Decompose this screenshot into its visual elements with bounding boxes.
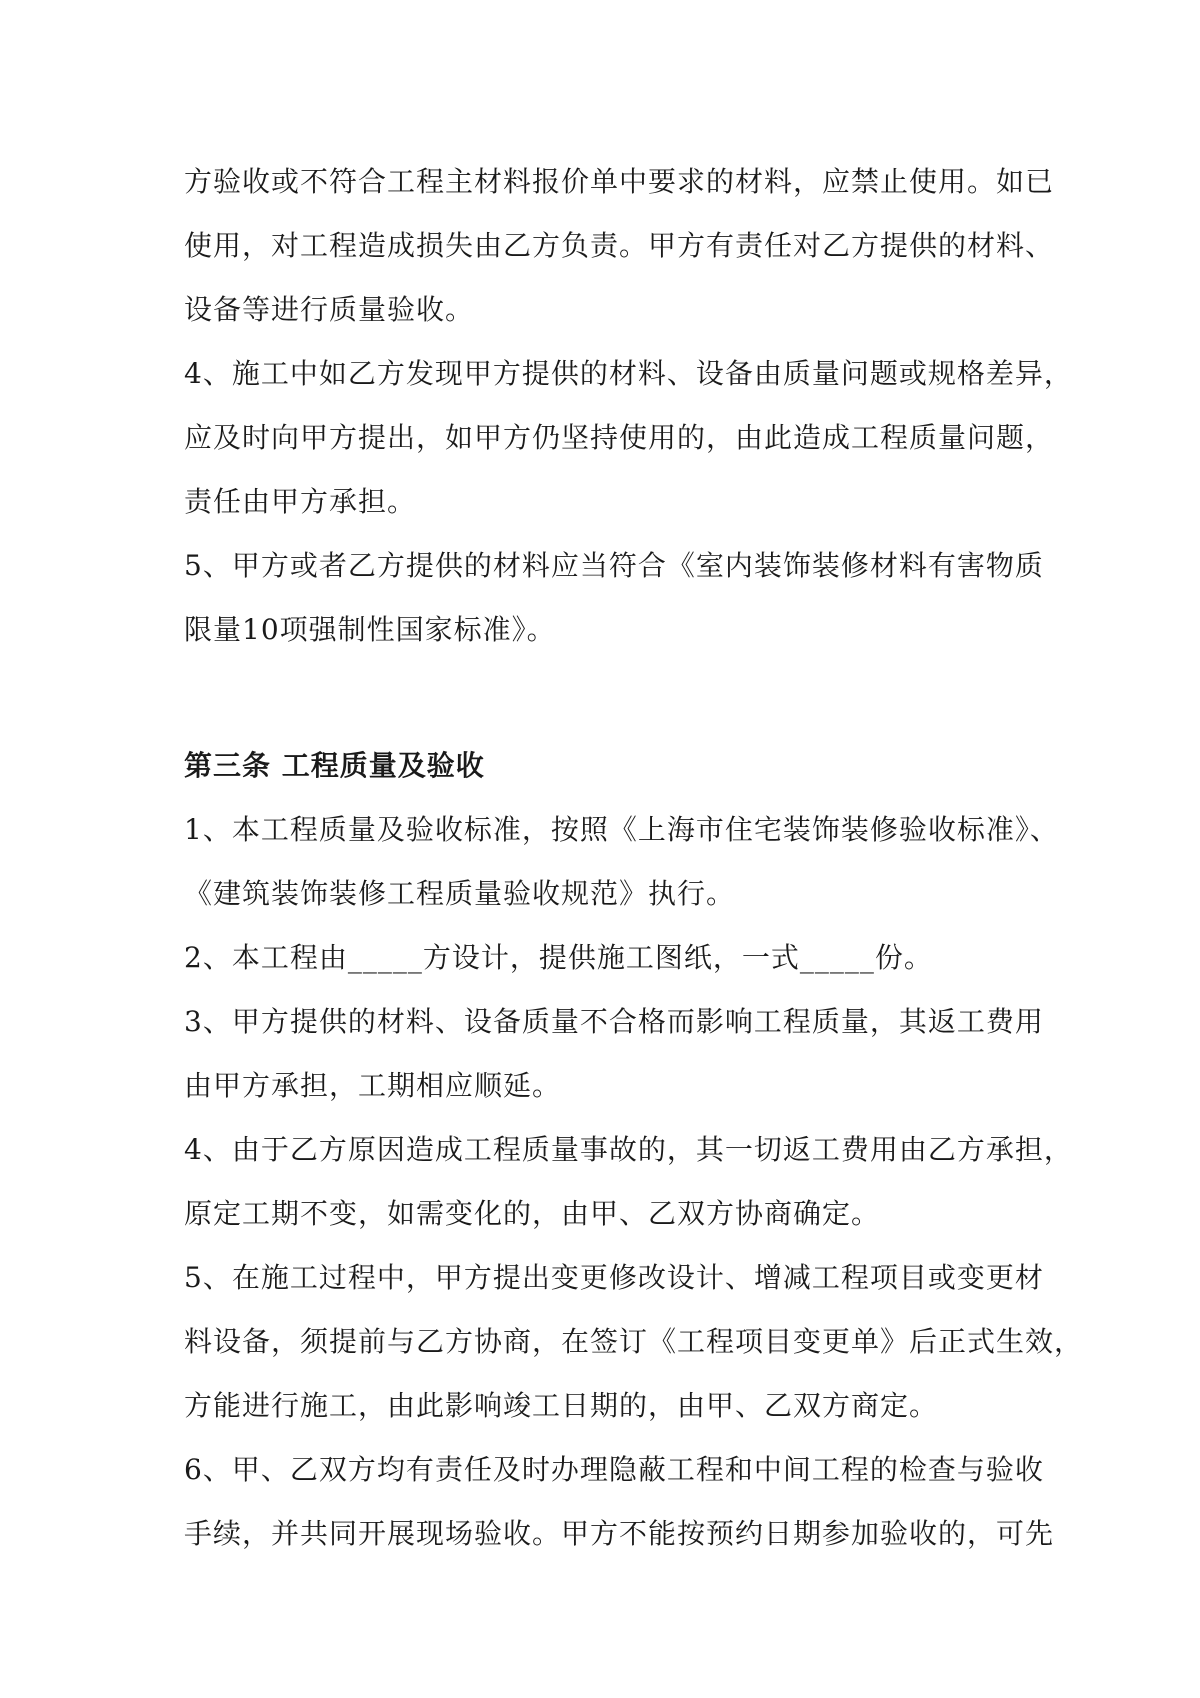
paragraph-item-3 [184,990,1044,1118]
text-line: 方验收或不符合工程主材料报价单中要求的材料，应禁止使用。如已 [184,165,1055,198]
paragraph-item-4 [184,1118,1073,1246]
text-line: 《建筑装饰装修工程质量验收规范》执行。 [184,877,736,910]
text-line: 使用，对工程造成损失由乙方负责。甲方有责任对乙方提供的材料、 [184,229,1055,262]
text-line: 2、本工程由_____方设计，提供施工图纸，一式_____份。 [184,941,933,974]
text-line: 料设备，须提前与乙方协商，在签订《工程项目变更单》后正式生效， [184,1325,1084,1358]
paragraph-item-2 [184,926,1024,990]
text-line: 5、在施工过程中，甲方提出变更修改设计、增减工程项目或变更材 [184,1261,1044,1294]
text-line: 4、由于乙方原因造成工程质量事故的，其一切返工费用由乙方承担， [184,1133,1073,1166]
text-line: 1、本工程质量及验收标准，按照《上海市住宅装饰装修验收标准》、 [184,813,1059,846]
paragraph-item-1 [184,798,1059,926]
text-line: 6、甲、乙双方均有责任及时办理隐蔽工程和中间工程的检查与验收 [184,1453,1044,1486]
section-spacer [184,662,1024,734]
text-line: 应及时向甲方提出，如甲方仍坚持使用的，由此造成工程质量问题， [184,421,1055,454]
section-heading: 第三条 工程质量及验收 [184,749,485,782]
text-line: 原定工期不变，如需变化的，由甲、乙双方协商确定。 [184,1197,881,1230]
paragraph-item-6 [184,1438,1055,1566]
text-line: 方能进行施工，由此影响竣工日期的，由甲、乙双方商定。 [184,1389,939,1422]
document-page [184,150,1084,1566]
text-line: 设备等进行质量验收。 [184,293,475,326]
text-line: 5、甲方或者乙方提供的材料应当符合《室内装饰装修材料有害物质 [184,549,1044,582]
text-line: 限量10项强制性国家标准》。 [184,613,556,646]
paragraph-item-5 [184,1246,1084,1438]
text-line: 由甲方承担，工期相应顺延。 [184,1069,562,1102]
text-line: 责任由甲方承担。 [184,485,417,518]
text-line: 手续，并共同开展现场验收。甲方不能按预约日期参加验收的，可先 [184,1517,1055,1550]
paragraph-material-acceptance [184,150,1055,342]
text-line: 3、甲方提供的材料、设备质量不合格而影响工程质量，其返工费用 [184,1005,1044,1038]
text-line: 4、施工中如乙方发现甲方提供的材料、设备由质量问题或规格差异， [184,357,1073,390]
paragraph-item-5 [184,534,1044,662]
paragraph-item-4 [184,342,1073,534]
